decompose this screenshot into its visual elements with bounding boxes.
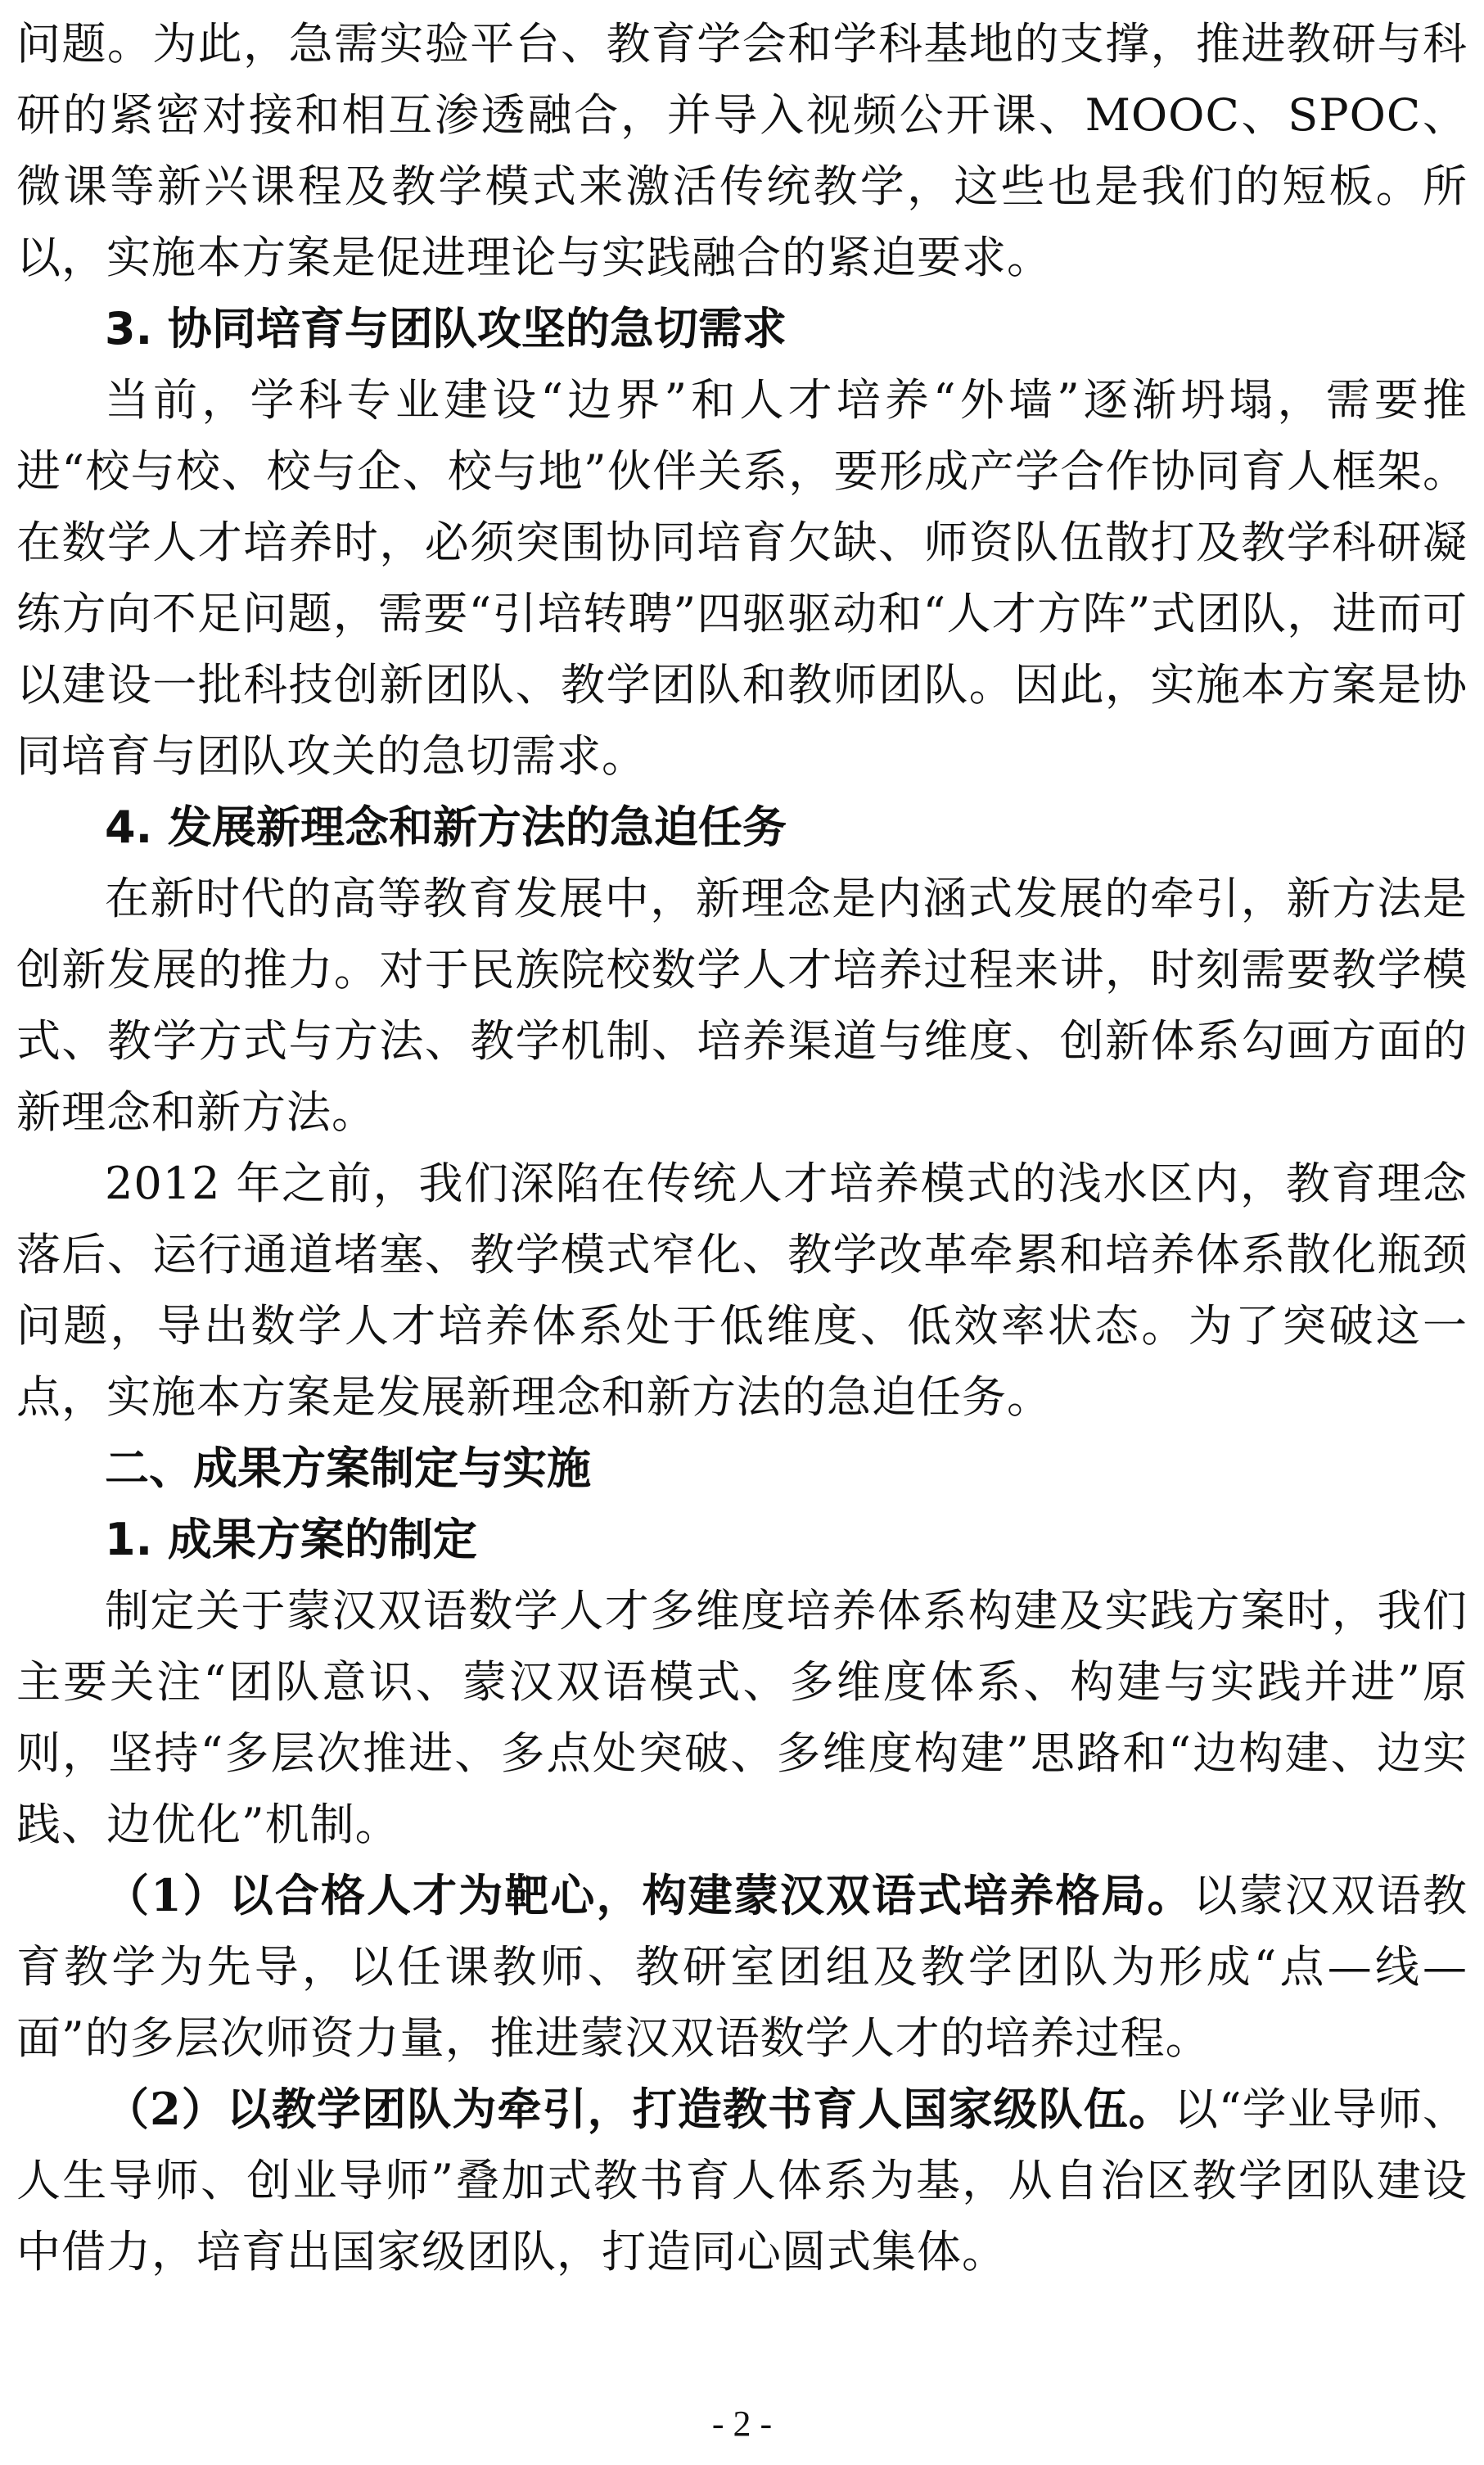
page-number: - 2 - — [711, 2404, 773, 2444]
chapter-heading-2: 二、成果方案制定与实施 — [105, 1442, 591, 1494]
section-heading-4: 4. 发展新理念和新方法的急迫任务 — [105, 801, 787, 853]
list-item-1 — [16, 1860, 1468, 2074]
list-item-2 — [16, 2074, 1468, 2287]
paragraph-continuation: 问题。为此，急需实验平台、教育学会和学科基地的支撑，推进教研与科研的紧密对接和相互渗透融合，并导入视频公开课、MOOC、SPOC、微课等新兴课程及教学模式来激活传统教学，这些也是我们的短板。所以，实施本方案是促进理论与实践融合的紧迫要求。 — [16, 18, 1468, 283]
paragraph-plan-formulation: 制定关于蒙汉双语数学人才多维度培养体系构建及实践方案时，我们主要关注“团队意识、蒙汉双语模式、多维度体系、构建与实践并进”原则，坚持“多层次推进、多点处突破、多维度构建”思路和“边构建、边实践、边优化”机制。 — [16, 1585, 1468, 1850]
list-item-1-heading: （1）以合格人才为靶心，构建蒙汉双语式培养格局。 — [105, 1869, 1193, 1921]
list-item-1-text: 以蒙汉双语教育教学为先导，以任课教师、教研室团组及教学团队为形成“点—线—面”的多层次师资力量，推进蒙汉双语数学人才的培养过程。 — [16, 1870, 1468, 2064]
paragraph-new-concepts: 在新时代的高等教育发展中，新理念是内涵式发展的牵引，新方法是创新发展的推力。对于民族院校数学人才培养过程来讲，时刻需要教学模式、教学方式与方法、教学机制、培养渠道与维度、创新体系勾画方面的新理念和新方法。 — [16, 873, 1468, 1138]
paragraph-before-2012: 2012 年之前，我们深陷在传统人才培养模式的浅水区内，教育理念落后、运行通道堵塞、教学模式窄化、教学改革牵累和培养体系散化瓶颈问题，导出数学人才培养体系处于低维度、低效率状态。为了突破这一点，实施本方案是发展新理念和新方法的急迫任务。 — [16, 1158, 1468, 1423]
list-item-2-heading: （2）以教学团队为牵引，打造教书育人国家级队伍。 — [105, 2083, 1174, 2135]
list-item-2-text: 以“学业导师、人生导师、创业导师”叠加式教书育人体系为基，从自治区教学团队建设中借力，培育出国家级团队，打造同心圆式集体。 — [16, 2084, 1468, 2278]
section-heading-2-1: 1. 成果方案的制定 — [105, 1514, 477, 1565]
document-page — [16, 0, 1468, 2465]
section-heading-3: 3. 协同培育与团队攻坚的急切需求 — [105, 303, 787, 354]
document-body — [16, 8, 1468, 2287]
paragraph-collaboration: 当前，学科专业建设“边界”和人才培养“外墙”逐渐坍塌，需要推进“校与校、校与企、校与地”伙伴关系，要形成产学合作协同育人框架。在数学人才培养时，必须突围协同培育欠缺、师资队伍散打及教学科研凝练方向不足问题，需要“引培转聘”四驱驱动和“人才方阵”式团队，进而可以建设一批科技创新团队、教学团队和教师团队。因此，实施本方案是协同培育与团队攻关的急切需求。 — [16, 374, 1468, 782]
